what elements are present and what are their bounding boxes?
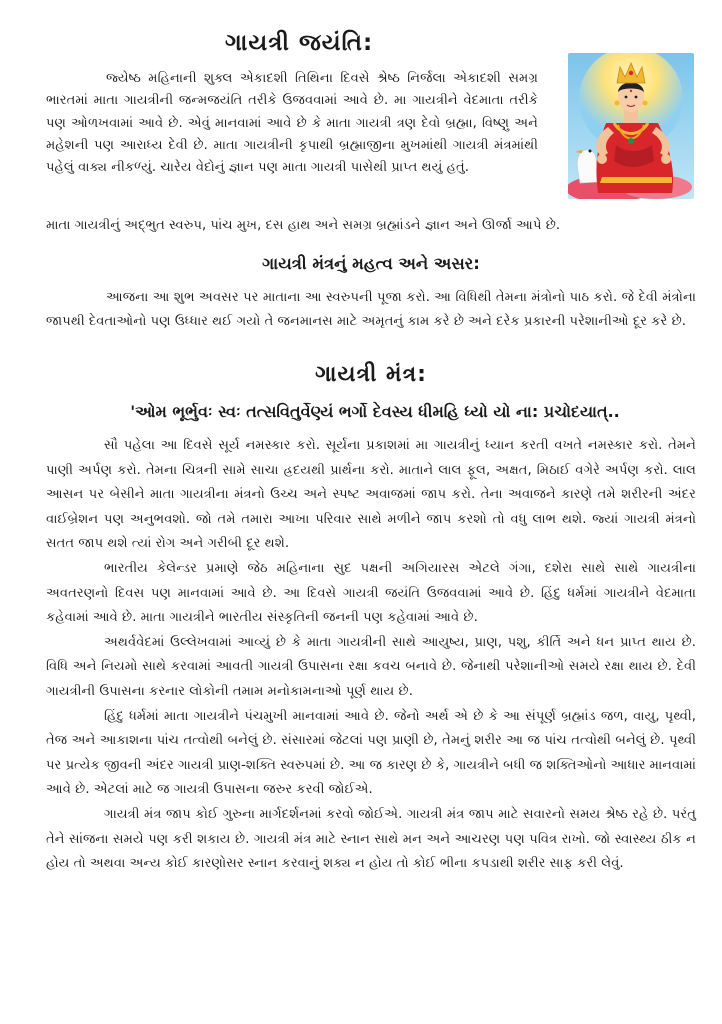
intro-paragraph: જ્યેષ્ઠ મહિનાની શુક્લ એકાદશી તિથિના દિવસે શ્રેષ્ઠ નિર્જલા એકાદશી સમગ્ર ભારતમાં માતા ગાયત્રીની જન્મજયંતિ તરીકે ઉજવવામાં આવે છે. મા ગાયત્રીને વેદમાતા તરીકે પણ ઓળખવામાં આવે છે. એવું માનવામાં આવે છે કે માતા ગાયત્રી ત્રણ દેવો બ્રહ્મા, વિષ્ણુ અને મહેશની પણ આરાધ્ય દેવી છે. માતા ગાયત્રીની કૃપાથી બ્રહ્માજીના મુખમાંથી ગાયત્રી મંત્રમાંથી પહેલું વાક્ય નીકળ્યું. ચારેય વેદોનું જ્ઞાન પણ માતા ગાયત્રી પાસેથી પ્રાપ્ત થયું હતું. (46, 71, 538, 176)
heading-gayatri-mantra: ગાયત્રી મંત્ર: (315, 362, 427, 387)
body-paragraph: સૌ પહેલા આ દિવસે સૂર્ય નમસ્કાર કરો. સૂર્યના પ્રકાશમાં મા ગાયત્રીનું ધ્યાન કરતી વખતે નમસ્કાર કરો. તેમને પાણી અર્પણ કરો. તેમના ચિત્રની સામે સાચા હ્રદયથી પ્રાર્થના કરો. માતાને લાલ ફૂલ, અક્ષત, મિઠાઈ વગેરે અર્પણ કરો. લાલ આસન પર બેસીને માતા ગાયત્રીના મંત્રનો ઉચ્ચ અને સ્પષ્ટ અવાજમાં જાપ કરો. તેના અવાજને કારણે તમે શરીરની અંદર વાઈબ્રેશન પણ અનુભવશો. જો તમે તમારા આખા પરિવાર સાથે મળીને જાપ કરશો તો વધુ લાભ થશે. જ્યાં ગાયત્રી મંત્રનો સતત જાપ થશે ત્યાં રોગ અને ગરીબી દૂર થશે. (46, 438, 696, 552)
body-paragraph: અથર્વવેદમાં ઉલ્લેખવામાં આવ્યું છે કે માતા ગાયત્રીની સાથે આયુષ્ય, પ્રાણ, પશુ, કીર્તિ અને ધન પ્રાપ્ત થાય છે. વિધિ અને નિયમો સાથે કરવામાં આવતી ગાયત્રી ઉપાસના રક્ષા કવચ બનાવે છે. જેનાથી પરેશાનીઓ સમયે રક્ષા થાય છે. દેવી ગાયત્રીની ઉપાસના કરનાર લોકોની તમામ મનોકામનાઓ પૂર્ણ થાય છે. (46, 634, 696, 699)
title-gayatri-jayanti: ગાયત્રી જયંતિ: (225, 30, 374, 56)
intro-paragraph-tail: માતા ગાયત્રીનું અદ્ભુત સ્વરુપ, પાંચ મુખ, દસ હાથ અને સમગ્ર બ્રહ્માંડને જ્ઞાન અને ઊર્જા આપે છે. (46, 218, 561, 233)
mantra-text: 'ઓમ ભૂર્ભુવઃ સ્વઃ તત્સવિતુર્વેણ્યં ભર્ગો દેવસ્ય ધીમહિ ધ્યો યો ના: પ્રચોદયાત્.. (130, 402, 620, 421)
importance-paragraph: આજના આ શુભ અવસર પર માતાના આ સ્વરુપની પૂજા કરો. આ વિધિથી તેમના મંત્રોનો પાઠ કરો. જે દેવી મંત્રોના જાપથી દેવતાઓનો પણ ઉધ્ધાર થઈ ગયો તે જનમાનસ માટે અમૃતનું કામ કરે છે અને દરેક પ્રકારની પરેશાનીઓ દૂર કરે છે. (46, 290, 696, 329)
body-paragraph: ગાયત્રી મંત્ર જાપ કોઈ ગુરુના માર્ગદર્શનમાં કરવો જોઈએ. ગાયત્રી મંત્ર જાપ માટે સવારનો સમય શ્રેષ્ઠ રહે છે. પરંતુ તેને સાંજના સમયે પણ કરી શકાય છે. ગાયત્રી મંત્ર માટે સ્નાન સાથે મન અને આચરણ પણ પવિત્ર રાખો. જો સ્વાસ્થ્ય ઠીક ન હોય તો અથવા અન્ય કોઈ કારણોસર સ્નાન કરવાનું શક્ય ન હોય તો કોઈ ભીના કપડાથી શરીર સાફ કરી લેવું. (46, 806, 696, 872)
body-paragraph: ભારતીય કેલેન્ડર પ્રમાણે જેઠ મહિનાના સુદ પક્ષની અગિયારસ એટલે ગંગા, દશેરા સાથે સાથે ગાયત્રીના અવતરણનો દિવસ પણ માનવામાં આવે છે. આ દિવસે ગાયત્રી જયંતિ ઉજવવામાં આવે છે. હિંદુ ધર્મમાં ગાયત્રીને વેદમાતા કહેવામાં આવે છે. માતા ગાયત્રીને ભારતીય સંસ્કૃતિની જનની પણ કહેવામાં આવે છે. (46, 560, 696, 626)
heading-mantra-importance: ગાયત્રી મંત્રનું મહત્વ અને અસર: (262, 254, 480, 273)
body-paragraph: હિંદુ ધર્મમાં માતા ગાયત્રીને પંચમુખી માનવામાં આવે છે. જેનો અર્થ એ છે કે આ સંપૂર્ણ બ્રહ્માંડ જળ, વાયુ, પૃથ્વી, તેજ અને આકાશના પાંચ તત્વોથી બનેલું છે. સંસારમાં જેટલાં પણ પ્રાણી છે, તેમનું શરીર આ જ પાંચ તત્વોથી બનેલું છે. પૃથ્વી પર પ્રત્યેક જીવની અંદર ગાયત્રી પ્રાણ-શક્તિ સ્વરુપમાં છે. આ જ કારણ છે કે, ગાયત્રીને બધી જ શક્તિઓનો આધાર માનવામાં આવે છે. એટલાં માટે જ ગાયત્રી ઉપાસના જરુર કરવી જોઈએ. (46, 708, 696, 798)
goddess-gayatri-image (568, 53, 694, 199)
body-paragraphs (46, 434, 696, 877)
